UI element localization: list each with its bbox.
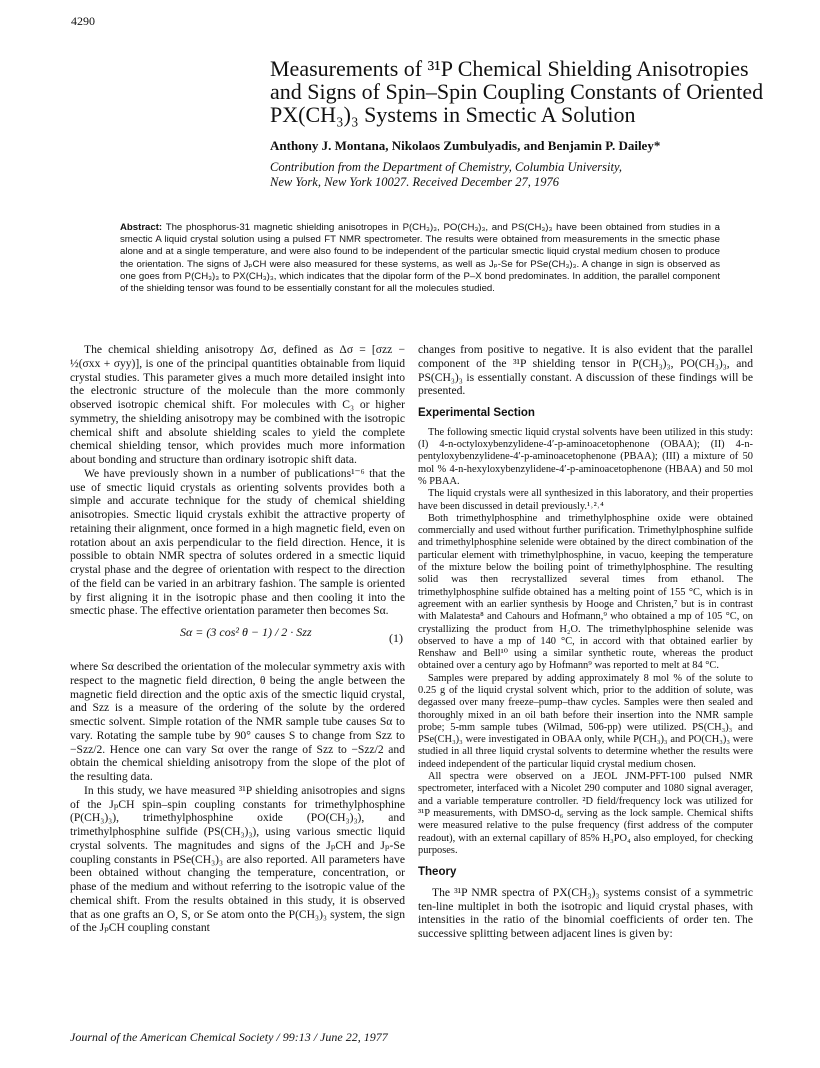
right-column (418, 343, 753, 941)
article-title: Measurements of ³¹P Chemical Shielding Anisotropies and Signs of Spin–Spin Coupling Constants of Oriented PX(CH₃)₃ Systems in Smectic A Solution (270, 56, 764, 127)
paragraph: We have previously shown in a number of publications¹⁻⁶ that the use of smectic liquid crystals as orienting solvents provides both a simple and accurate technique for the study of chemical shielding anisotropies. Smectic liquid crystals exhibit the attractive property of retaining their alignment, once formed in a high magnetic field, even on rotation about an axis perpendicular to the field direction. Hence, it is possible to obtain NMR spectra of solutes ordered in a smectic liquid crystal phase and the degree of orientation with respect to the direction of the field can be varied in an arbitrary fashion. The sample is oriented by first aligning it in the isotropic phase and then cooling it into the smectic phase. The effective orientation parameter then becomes Sα. (70, 466, 405, 618)
section-heading-theory: Theory (418, 866, 457, 879)
paragraph: Both trimethylphosphine and trimethylphosphine oxide were obtained commercially and used without further purification. Trimethylphosphine sulfide and trimethylphosphine selenide were obtained by the direct combination of the particular element with trimethylphosphine, in vacuo, keeping the temperature of the mixture below the boiling point of trimethylphosphine. The resulting solid was then recrystallized several times from ethanol. The trimethylphosphine sulfide obtained has a melting point of 155 °C, which is in agreement with an earlier synthesis by Hooge and Christen,⁷ but is in contrast with Malatesta⁸ and Cahours and Hofmann,⁹ who obtained a mp of 105 °C, on crystallizing the product from H₂O. The trimethylphosphine selenide was observed to have a mp of 140 °C, in accord with that obtained earlier by Renshaw and Bell¹⁰ using a similar synthetic route, whereas the product obtained over a century ago by Hofmann⁹ was reported to melt at 84 °C. (418, 512, 753, 672)
abstract-text: The phosphorus-31 magnetic shielding anisotropes in P(CH₃)₃, PO(CH₃)₃, and PS(CH₃)₃ have been obtained from studies in a smectic A liquid crystal solution using a pulsed FT NMR spectrometer. The results were obtained from measurements in the smectic phase alone and at a single temperature, and were also found to be independent of the particular smectic liquid crystal medium chosen to produce the orientation. The signs of JₚCH were also measured for these systems, as well as Jₚ-Se for PSe(CH₃)₃. A change in sign is observed as one goes from P(CH₃)₃ to PX(CH₃)₃, which indicates that the dipolar form of the P–X bond predominates. In addition, the parallel component of the shielding tensor was found to be essentially constant for all the molecules studied. (120, 222, 720, 295)
abstract-label: Abstract: (120, 222, 163, 233)
paragraph: where Sα described the orientation of the molecular symmetry axis with respect to the magnetic field direction, θ being the angle between the magnetic field direction and the optic axis of the smectic liquid crystal, and Szz is a measure of the ordering of the solute by the ordered smectic solvent. Simple rotation of the NMR sample tube causes Sα to vary. Rotating the sample tube by 90° causes S to change from Szz to −Szz/2. Hence one can vary Sα over the range of Szz to −Szz/2 and obtain the chemical shielding anisotropy from the slope of the plot of the resulting data. (70, 660, 405, 783)
authors: Anthony J. Montana, Nikolaos Zumbulyadis, and Benjamin P. Dailey* (270, 138, 661, 153)
paragraph: All spectra were observed on a JEOL JNM-PFT-100 pulsed NMR spectrometer, interfaced with a Nicolet 290 computer and 1080 signal averager, and a variable temperature controller. ²D field/frequency lock was utilized for ³¹P measurements, with DMSO-d₆ serving as the lock sample. Chemical shifts were measured relative to the pulse frequency (first address of the computer readout), with an external capillary of 85% H₃PO₄ also employed, for checking purposes. (418, 771, 753, 856)
journal-footer: Journal of the American Chemical Society / 99:13 / June 22, 1977 (70, 1030, 388, 1044)
paragraph: In this study, we have measured ³¹P shielding anisotropies and signs of the JₚCH spin–spin coupling constants for trimethylphosphine (P(CH₃)₃), trimethylphosphine oxide (PO(CH₃)₃), and trimethylphosphine sulfide (PS(CH₃)₃), using various smectic liquid crystal solvents. The magnitudes and signs of the JₚCH and Jₚ-Se coupling constants in PSe(CH₃)₃ are also reported. All parameters have been obtained without changing the temperature, concentration, or phase of the medium and without referring to the isotropic value of the chemical shift. From the results obtained in this study, it is observed that as one grafts an O, S, or Se atom onto the P(CH₃)₃ system, the sign of the JₚCH coupling constant (70, 783, 405, 935)
title-block (270, 57, 770, 190)
paragraph: The ³¹P NMR spectra of PX(CH₃)₃ systems consist of a symmetric ten-line multiplet in both the isotropic and liquid crystal phases, with intensities in the ratio of the binomial coefficients of order ten. The successive splitting between adjacent lines is given by: (418, 885, 753, 941)
equation-number: (1) (389, 631, 403, 645)
affiliation-line-2: New York, New York 10027. Received December 27, 1976 (270, 175, 559, 189)
page-number: 4290 (71, 14, 95, 28)
experimental-section (418, 427, 753, 857)
paragraph: The chemical shielding anisotropy Δσ, defined as Δσ = [σzz − ½(σxx + σyy)], is one of the principal quantities obtainable from liquid crystal studies. This parameter gives a much more detailed insight into the electronic structure of the molecule than the more commonly observed isotropic chemical shift. For molecules with C₃ or higher symmetry, the shielding anisotropy may be combined with the isotropic chemical shift and absolute shielding scales to yield the complete chemical shielding tensor, which provides much more information about bonding and structure than ordinary isotropic shift data. (70, 343, 405, 466)
paragraph: changes from positive to negative. It is also evident that the parallel component of the ³¹P shielding tensor in P(CH₃)₃, PO(CH₃)₃, and PS(CH₃)₃ is essentially constant. A discussion of these findings will be presented. (418, 343, 753, 398)
left-column (70, 343, 405, 935)
equation-body: Sα = (3 cos² θ − 1) / 2 · Szz (180, 625, 312, 639)
abstract (120, 222, 720, 295)
affiliation (270, 160, 770, 190)
equation (70, 622, 405, 658)
section-heading-experimental: Experimental Section (418, 407, 535, 419)
paragraph: Samples were prepared by adding approximately 8 mol % of the solute to 0.25 g of the liquid crystal solvent which, prior to the addition of solute, was degassed over many freeze–pump–thaw cycles. Samples were then sealed and thoroughly mixed in an oil bath before their insertion into the NMR sample probe; 5-mm sample tubes (Wilmad, 506-pp) were utilized. PS(CH₃)₃ and PSe(CH₃)₃ were investigated in OBAA only, while P(CH₃)₃ and PO(CH₃)₃ were studied in all three liquid crystal solvents to determine whether the results were indeed independent of the particular liquid crystal medium chosen. (418, 672, 753, 770)
affiliation-line-1: Contribution from the Department of Chemistry, Columbia University, (270, 160, 622, 174)
paragraph: The liquid crystals were all synthesized in this laboratory, and their properties have been discussed in detail previously.¹˒²˒⁴ (418, 488, 753, 512)
paragraph: The following smectic liquid crystal solvents have been utilized in this study: (I) 4-n-octyloxybenzylidene-4′-p-aminoacetophenone (OBAA); (II) 4-n-pentyloxybenzylidene-4′-p-aminoacetophenone (PBAA); (III) a mixture of 50 mol % 4-n-hexyloxybenzylidene-4′-p-aminoacetophenone (HBAA) and 50 mol % PBAA. (418, 426, 753, 487)
